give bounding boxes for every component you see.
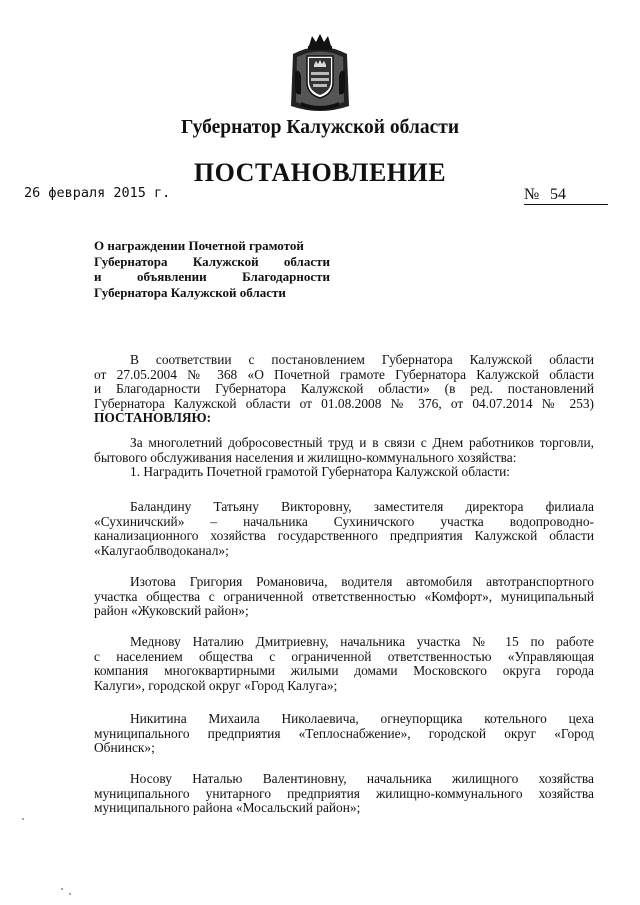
preamble-line: Губернатора Калужской области от 01.08.2008 № 376, от 04.07.2014 № 253) [94, 396, 594, 411]
subject-line: Губернатора Калужской области [94, 284, 286, 300]
awardee-entry [94, 635, 594, 693]
awardee-line: «Сухиничский» – начальника Сухиничского участка водопроводно- [94, 514, 594, 529]
decree-word: ПОСТАНОВЛЯЮ: [94, 410, 212, 426]
awardee-entry [94, 575, 594, 619]
intro-line: За многолетний добросовестный труд и в связи с Днем работников торговли, [130, 436, 594, 450]
intro-line: бытового обслуживания населения и жилищно-коммунального хозяйства: [94, 449, 517, 465]
intro-paragraph [94, 436, 594, 480]
scan-speck [22, 818, 24, 820]
award-item-1: 1. Наградить Почетной грамотой Губернатора Калужской области: [130, 464, 510, 480]
subject-line: Губернатора Калужской области [94, 253, 330, 269]
awardee-line: компания многоквартирными жилыми домами Московского округа города [94, 664, 594, 679]
awardee-entry [94, 772, 594, 816]
awardee-line: «Калугаоблводоканал»; [94, 542, 229, 558]
coat-of-arms-emblem [287, 32, 353, 116]
awardee-line: Меднову Наталию Дмитриевну, начальника участка № 15 по работе [130, 635, 594, 649]
document-number-field [524, 186, 608, 205]
preamble-paragraph [94, 353, 594, 426]
subject-line: О награждении Почетной грамотой [94, 238, 304, 253]
preamble-line: и Благодарности Губернатора Калужской области» (в ред. постановлений [94, 382, 594, 397]
subject-line: и объявлении Благодарности [94, 269, 330, 284]
awardee-line: с населением общества с ограниченной ответственностью «Управляющая [94, 649, 594, 664]
awardee-line: Изотова Григория Романовича, водителя автомобиля автотранспортного [130, 575, 594, 589]
preamble-line: В соответствии с постановлением Губернатора Калужской области [130, 353, 594, 367]
scan-speck [61, 888, 63, 890]
awardee-line: муниципального района «Мосальский район»; [94, 800, 361, 816]
document-number: 54 [550, 186, 566, 203]
awardee-line: Калуги», городской округ «Город Калуга»; [94, 677, 338, 693]
preamble-line: от 27.05.2004 № 368 «О Почетной грамоте Губернатора Калужской области [94, 367, 594, 382]
awardee-entry [94, 712, 594, 756]
awardee-entry [94, 500, 594, 558]
governor-title: Губернатор Калужской области [180, 117, 460, 138]
awardee-line: муниципального унитарного предприятия жилищно-коммунального хозяйства [94, 786, 594, 801]
scan-speck [69, 893, 71, 895]
subject-block [94, 238, 330, 300]
awardee-line: муниципального предприятия «Теплоснабжение», городской округ «Город [94, 726, 594, 741]
document-type-heading: ПОСТАНОВЛЕНИЕ [193, 158, 447, 187]
document-date: 26 февраля 2015 г. [24, 185, 171, 201]
awardee-line: Носову Наталью Валентиновну, начальника жилищного хозяйства [130, 772, 594, 786]
awardee-line: Никитина Михаила Николаевича, огнеупорщика котельного цеха [130, 712, 594, 726]
awardee-line: район «Жуковский район»; [94, 603, 249, 619]
awardee-line: Обнинск»; [94, 740, 155, 756]
awardee-line: Баландину Татьяну Викторовну, заместителя директора филиала [130, 500, 594, 514]
awardee-line: участка общества с ограниченной ответственностью «Комфорт», муниципальный [94, 589, 594, 604]
awardee-line: канализационного хозяйства государственного предприятия Калужской области [94, 529, 594, 544]
number-sign: № [524, 186, 540, 203]
